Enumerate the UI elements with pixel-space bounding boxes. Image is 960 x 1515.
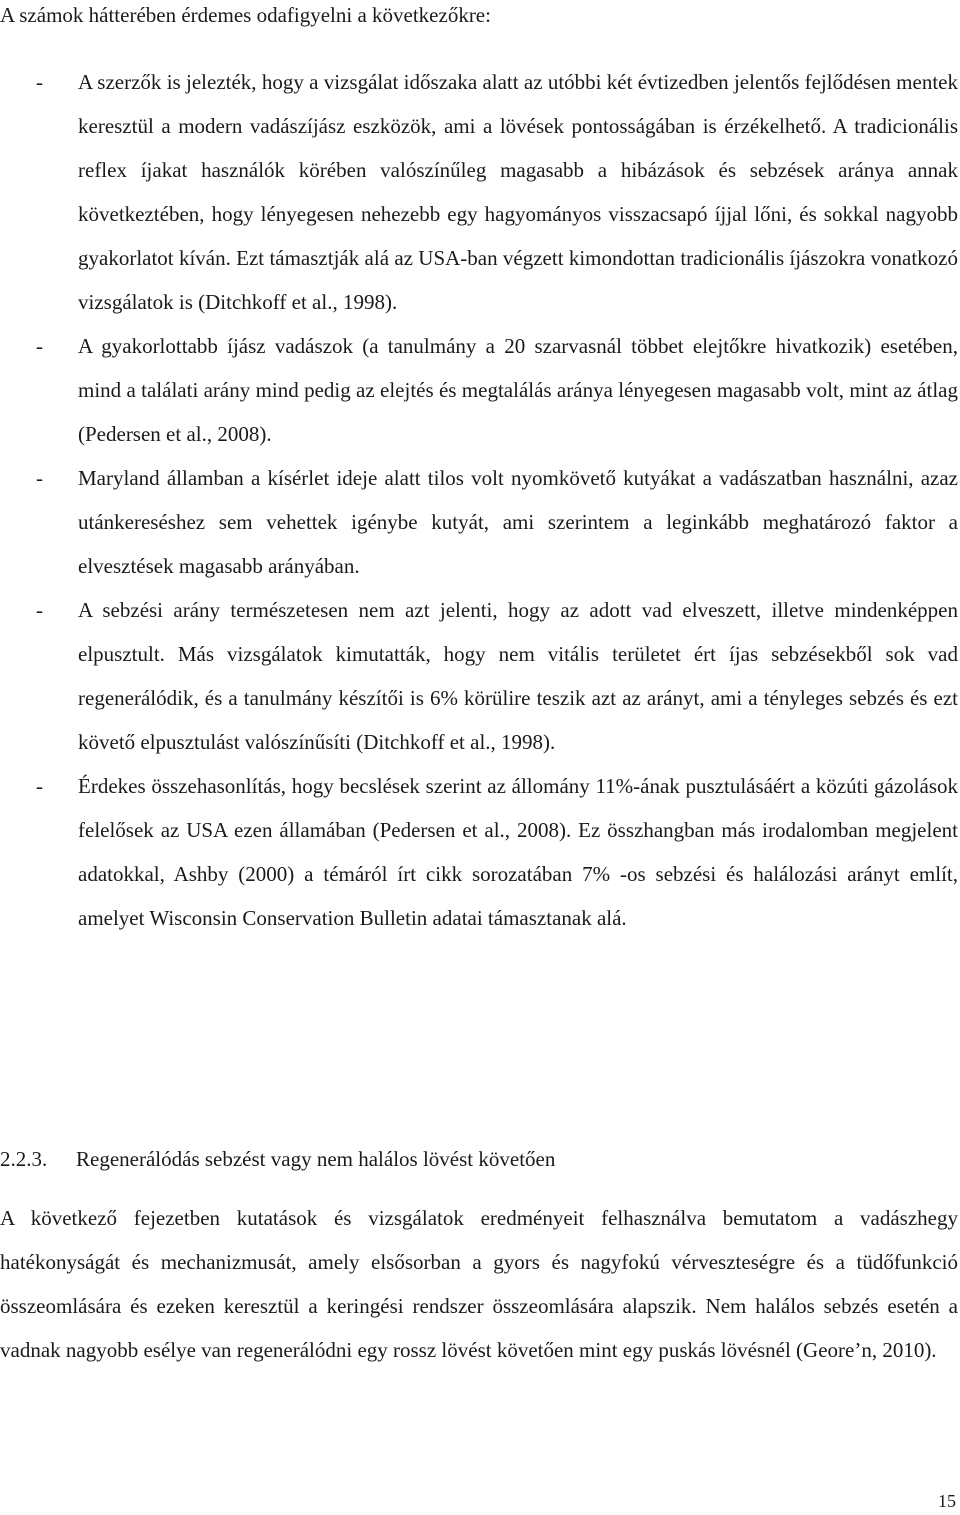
bullet-dash: - xyxy=(36,70,43,94)
list-item xyxy=(0,588,958,764)
list-item xyxy=(0,60,958,324)
bullet-dash: - xyxy=(36,598,43,622)
bullet-list xyxy=(0,60,958,940)
section-number: 2.2.3. xyxy=(0,1147,48,1171)
list-item-text: Érdekes összehasonlítás, hogy becslések szerint az állomány 11%-ának pusztulásáért a közúti gázolások felelősek az USA ezen államában (Pedersen et al., 2008). Ez összhangban más irodalomban megjelent adatokkal, Ashby (2000) a témáról írt cikk sorozatában 7% -os sebzési és halálozási arányt említ, amelyet Wisconsin Conservation Bulletin adatai támasztanak alá. xyxy=(78,774,958,930)
bullet-dash: - xyxy=(36,774,43,798)
section-heading xyxy=(0,1144,958,1174)
bullet-dash: - xyxy=(36,466,43,490)
list-item xyxy=(0,324,958,456)
page-number: 15 xyxy=(938,1491,956,1511)
list-item-text: A sebzési arány természetesen nem azt jelenti, hogy az adott vad elveszett, illetve mindenképpen elpusztult. Más vizsgálatok kimutatták, hogy nem vitális területet ért íjas sebzésekből sok vad regenerálódik, és a tanulmány készítői is 6% körülire teszik azt az arányt, ami a tényleges sebzés és ezt követő elpusztulást valószínűsíti (Ditchkoff et al., 1998). xyxy=(78,598,958,754)
list-item-text: A gyakorlottabb íjász vadászok (a tanulmány a 20 szarvasnál többet elejtőkre hivatkozik) esetében, mind a találati arány mind pedig az elejtés és megtalálás aránya lényegesen magasabb volt, mint az átlag (Pedersen et al., 2008). xyxy=(78,334,958,446)
intro-line: A számok hátterében érdemes odafigyelni a következőkre: xyxy=(0,3,491,27)
body-paragraph: A következő fejezetben kutatások és vizsgálatok eredményeit felhasználva bemutatom a vadászhegy hatékonyságát és mechanizmusát, amely elsősorban a gyors és nagyfokú vérveszteségre és a tüdőfunkció összeomlására és ezeken keresztül a keringési rendszer összeomlására alapszik. Nem halálos sebzés esetén a vadnak nagyobb esélye van regenerálódni egy rossz lövést követően mint egy puskás lövésnél (Geore’n, 2010). xyxy=(0,1206,958,1362)
list-item xyxy=(0,456,958,588)
section-title: Regenerálódás sebzést vagy nem halálos lövést követően xyxy=(76,1147,556,1171)
list-item xyxy=(0,764,958,940)
list-item-text: A szerzők is jelezték, hogy a vizsgálat időszaka alatt az utóbbi két évtizedben jelentős fejlődésen mentek keresztül a modern vadászíjász eszközök, ami a lövések pontosságában is érzékelhető. A tradicionális reflex íjakat használók körében valószínűleg magasabb a hibázások és sebzések aránya annak következtében, hogy lényegesen nehezebb egy hagyományos visszacsapó íjjal lőni, és sokkal nagyobb gyakorlatot kíván. Ezt támasztják alá az USA-ban végzett kimondottan tradicionális íjászokra vonatkozó vizsgálatok is (Ditchkoff et al., 1998). xyxy=(78,70,958,314)
bullet-dash: - xyxy=(36,334,43,358)
list-item-text: Maryland államban a kísérlet ideje alatt tilos volt nyomkövető kutyákat a vadászatban használni, azaz utánkereséshez sem vehettek igénybe kutyát, ami szerintem a leginkább meghatározó faktor a elvesztések magasabb arányában. xyxy=(78,466,958,578)
